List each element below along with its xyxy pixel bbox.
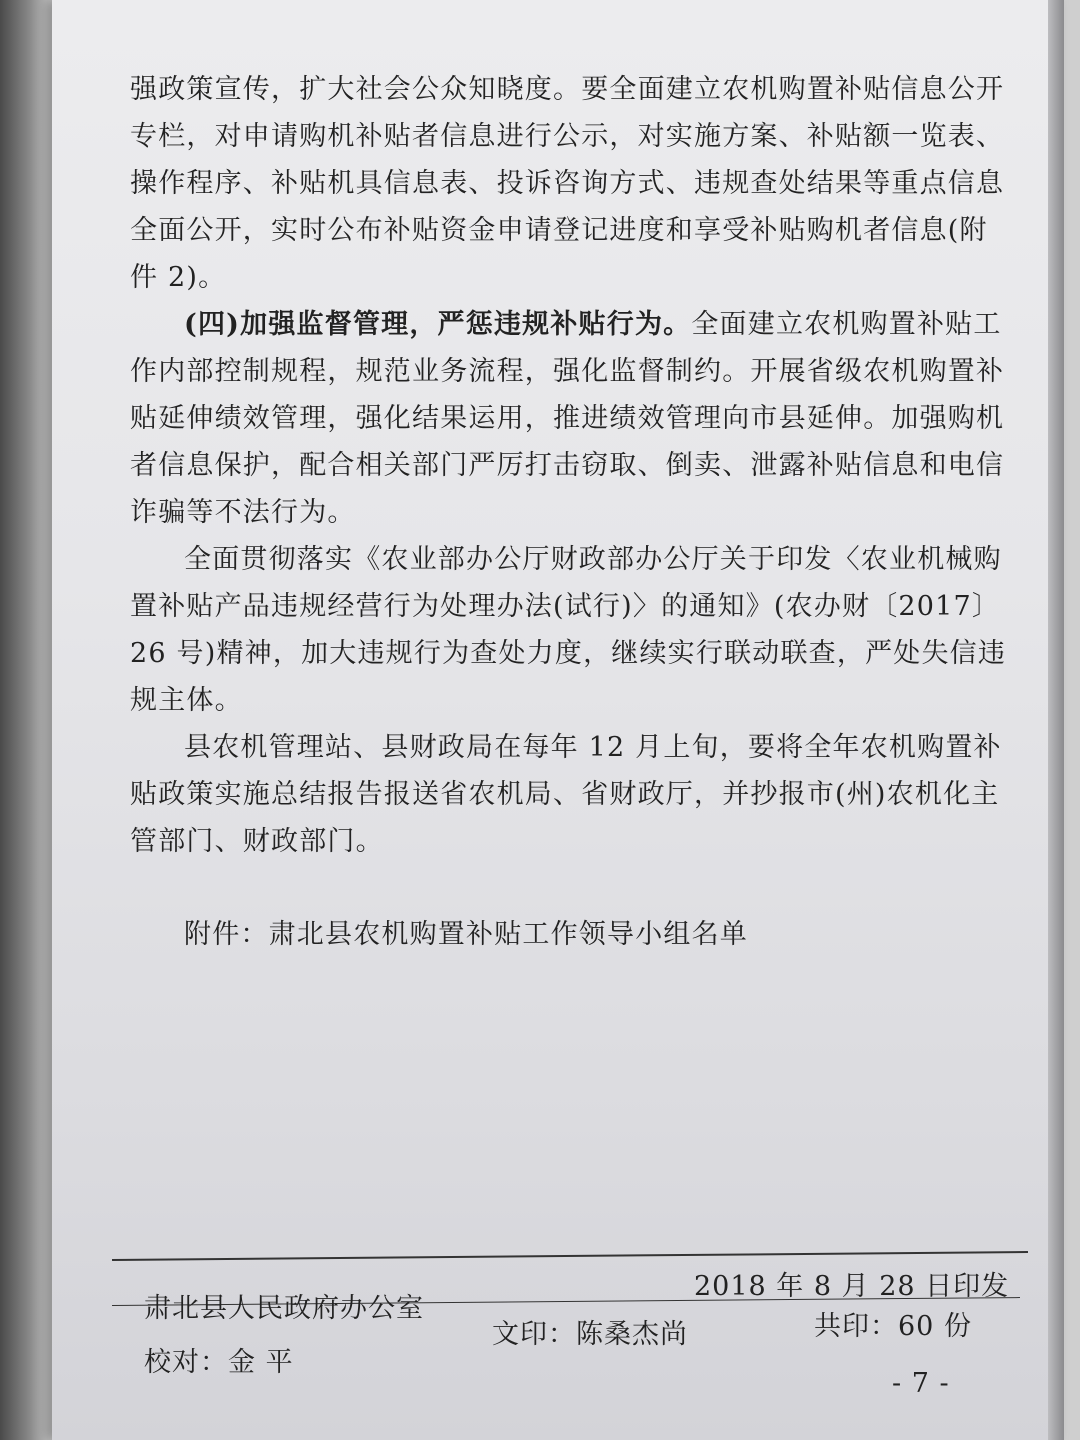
paragraph-implementation: 全面贯彻落实《农业部办公厅财政部办公厅关于印发〈农业机械购置补贴产品违规经营行为处理办法(试行)〉的通知》(农办财〔2017〕26 号)精神，加大违规行为查处力度，继续实行联动联查，严处失信违规主体。 — [130, 544, 1007, 716]
paragraph-supervision — [130, 301, 1010, 536]
paper-right-edge — [1048, 0, 1064, 1440]
document-page — [52, 0, 1064, 1440]
section-text-supervision: 全面建立农机购置补贴工作内部控制规程，规范业务流程，强化监督制约。开展省级农机购置补贴延伸绩效管理，强化结果运用，推进绩效管理向市县延伸。加强购机者信息保护，配合相关部门严厉打击窃取、倒卖、泄露补贴信息和电信诈骗等不法行为。 — [130, 309, 1005, 528]
paragraph-report: 县农机管理站、县财政局在每年 12 月上旬，要将全年农机购置补贴政策实施总结报告报送省农机局、省财政厅，并抄报市(州)农机化主管部门、财政部门。 — [130, 732, 1002, 857]
footer-proofreader: 校对：金 平 — [144, 1347, 294, 1378]
footer-copies: 共印：60 份 — [814, 1311, 972, 1342]
section-heading-supervision: (四)加强监督管理，严惩违规补贴行为。 — [184, 309, 692, 340]
paragraph-publicity: 强政策宣传，扩大社会公众知晓度。要全面建立农机购置补贴信息公开专栏，对申请购机补贴者信息进行公示，对实施方案、补贴额一览表、操作程序、补贴机具信息表、投诉咨询方式、违规查处结果等重点信息全面公开，实时公布补贴资金申请登记进度和享受补贴购机者信息(附件 2)。 — [130, 74, 1005, 293]
footer-print-date: 2018 年 8 月 28 日印发 — [694, 1271, 1010, 1302]
page-number: - 7 - — [892, 1368, 950, 1399]
footer-issuer: 肃北县人民政府办公室 — [144, 1293, 424, 1324]
attachment-line: 附件：肃北县农机购置补贴工作领导小组名单 — [184, 919, 748, 950]
document-body — [130, 66, 1010, 958]
footer-top-rule — [112, 1251, 1028, 1261]
footer-typist: 文印：陈桑杰尚 — [492, 1319, 688, 1350]
